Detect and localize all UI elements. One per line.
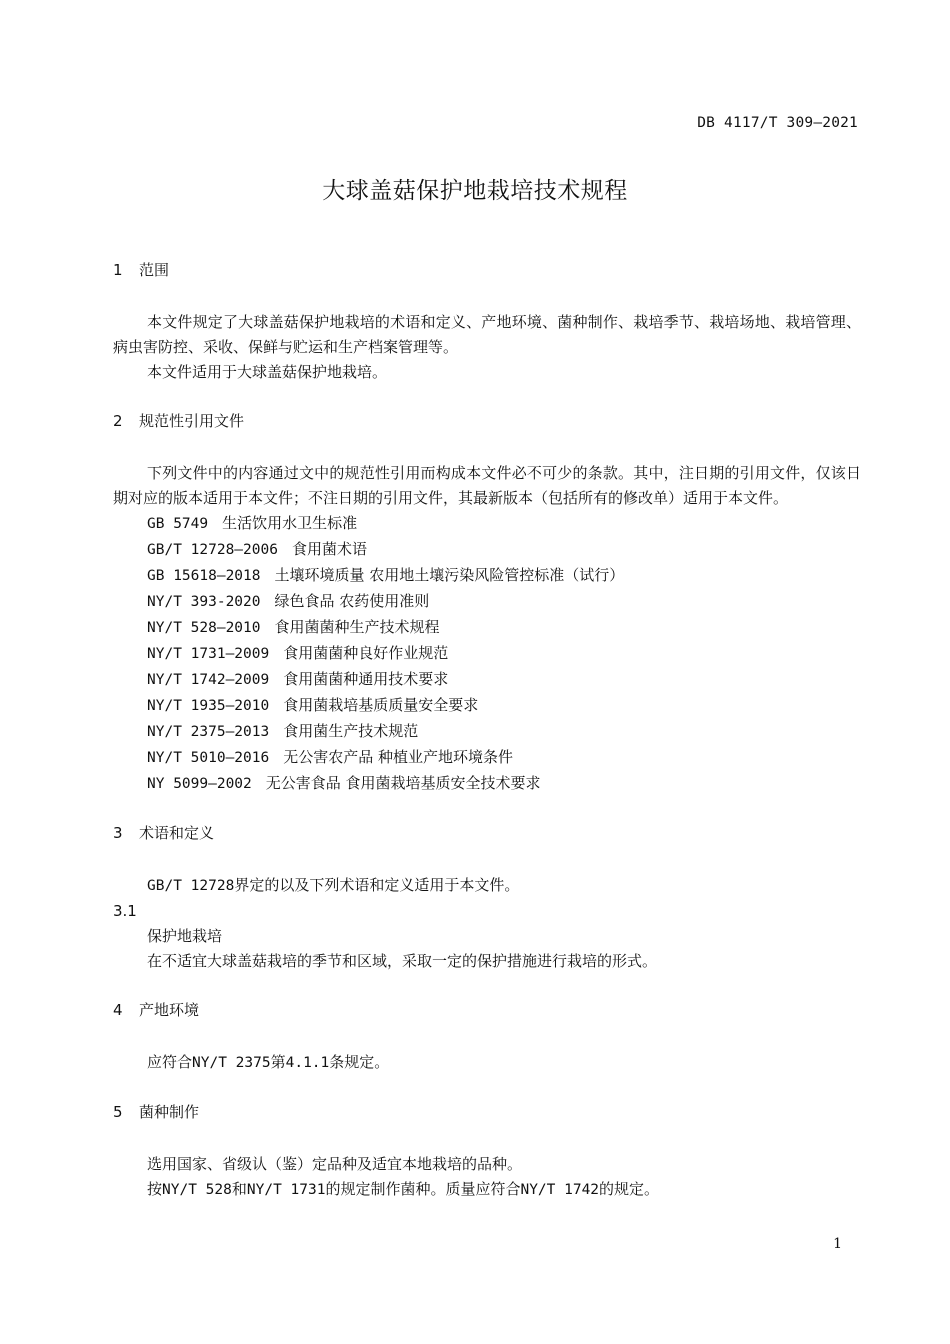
reference-item <box>113 771 861 797</box>
reference-item <box>113 511 861 537</box>
reference-item <box>113 563 861 589</box>
reference-code: NY/T 2375—2013 <box>147 724 270 740</box>
section-number: 3 <box>113 824 123 842</box>
reference-item <box>113 693 861 719</box>
document-title: 大球盖菇保护地栽培技术规程 <box>322 178 628 204</box>
text-fragment: 应符合 <box>147 1053 193 1071</box>
reference-code: GB 5749 <box>147 516 209 532</box>
reference-name: 绿色食品 农药使用准则 <box>274 592 430 610</box>
reference-name: 食用菌栽培基质质量安全要求 <box>283 696 479 714</box>
reference-name: 无公害食品 食用菌栽培基质安全技术要求 <box>265 774 541 792</box>
term-number: 3.1 <box>113 902 137 920</box>
section-title: 范围 <box>139 261 170 279</box>
reference-item <box>113 641 861 667</box>
clause-number: 4.1.1 <box>285 1055 330 1071</box>
terms-paragraph <box>113 873 861 899</box>
reference-name: 食用菌菌种生产技术规程 <box>274 618 440 636</box>
reference-name: 无公害农产品 种植业产地环境条件 <box>283 748 513 766</box>
scope-paragraph-2: 本文件适用于大球盖菇保护地栽培。 <box>147 363 388 381</box>
standard-code: NY/T 1742 <box>520 1182 600 1198</box>
reference-item <box>113 667 861 693</box>
reference-code: GB/T 12728—2006 <box>147 542 278 558</box>
reference-item <box>113 719 861 745</box>
section-number: 1 <box>113 261 123 279</box>
reference-name: 食用菌术语 <box>291 540 367 558</box>
reference-code: GB 15618—2018 <box>147 568 261 584</box>
text-fragment: 第 <box>270 1053 286 1071</box>
terms-text: 界定的以及下列术语和定义适用于本文件。 <box>234 876 520 894</box>
text-fragment: 的规定制作菌种。质量应符合 <box>325 1180 521 1198</box>
reference-name: 食用菌菌种良好作业规范 <box>283 644 449 662</box>
text-fragment: 和 <box>231 1180 247 1198</box>
reference-code: NY/T 528—2010 <box>147 620 261 636</box>
scope-paragraph-1: 本文件规定了大球盖菇保护地栽培的术语和定义、产地环境、菌种制作、栽培季节、栽培场地、栽培管理、病虫害防控、采收、保鲜与贮运和生产档案管理等。 <box>113 313 861 356</box>
reference-code: NY 5099—2002 <box>147 776 252 792</box>
section-number: 2 <box>113 412 123 430</box>
strain-paragraph-2 <box>113 1177 861 1203</box>
document-code: DB 4117/T 309—2021 <box>697 115 858 131</box>
page-number: 1 <box>833 1236 842 1252</box>
section-3-heading <box>113 821 861 846</box>
reference-code: NY/T 1731—2009 <box>147 646 270 662</box>
section-title: 菌种制作 <box>139 1103 200 1121</box>
section-number: 5 <box>113 1103 123 1121</box>
environment-paragraph <box>113 1050 861 1076</box>
references-paragraph: 下列文件中的内容通过文中的规范性引用而构成本文件必不可少的条款。其中，注日期的引用文件，仅该日期对应的版本适用于本文件；不注日期的引用文件，其最新版本（包括所有的修改单）适用于本文件。 <box>113 464 861 507</box>
reference-code: NY/T 393-2020 <box>147 594 261 610</box>
reference-item <box>113 745 861 771</box>
text-fragment: 按 <box>147 1180 163 1198</box>
text-fragment: 条规定。 <box>329 1053 390 1071</box>
reference-code: NY/T 1935—2010 <box>147 698 270 714</box>
section-title: 规范性引用文件 <box>139 412 245 430</box>
section-5-heading <box>113 1100 861 1125</box>
standard-code: NY/T 1731 <box>246 1182 326 1198</box>
reference-code: NY/T 1742—2009 <box>147 672 270 688</box>
section-number: 4 <box>113 1001 123 1019</box>
section-title: 术语和定义 <box>139 824 215 842</box>
reference-name: 生活饮用水卫生标准 <box>222 514 358 532</box>
reference-name: 土壤环境质量 农用地土壤污染风险管控标准（试行） <box>274 566 625 584</box>
standard-code: GB/T 12728 <box>147 878 235 894</box>
reference-name: 食用菌生产技术规范 <box>283 722 419 740</box>
text-fragment: 的规定。 <box>599 1180 660 1198</box>
reference-item <box>113 615 861 641</box>
strain-paragraph-1: 选用国家、省级认（鉴）定品种及适宜本地栽培的品种。 <box>147 1155 523 1173</box>
reference-code: NY/T 5010—2016 <box>147 750 270 766</box>
term-name: 保护地栽培 <box>147 927 223 945</box>
section-1-heading <box>113 258 861 283</box>
document-body <box>113 258 861 1203</box>
reference-name: 食用菌菌种通用技术要求 <box>283 670 449 688</box>
standard-code: NY/T 2375 <box>192 1055 271 1071</box>
section-title: 产地环境 <box>139 1001 200 1019</box>
section-2-heading <box>113 409 861 434</box>
section-4-heading <box>113 998 861 1023</box>
reference-item <box>113 537 861 563</box>
term-definition: 在不适宜大球盖菇栽培的季节和区域，采取一定的保护措施进行栽培的形式。 <box>147 952 658 970</box>
reference-item <box>113 589 861 615</box>
standard-code: NY/T 528 <box>162 1182 232 1198</box>
